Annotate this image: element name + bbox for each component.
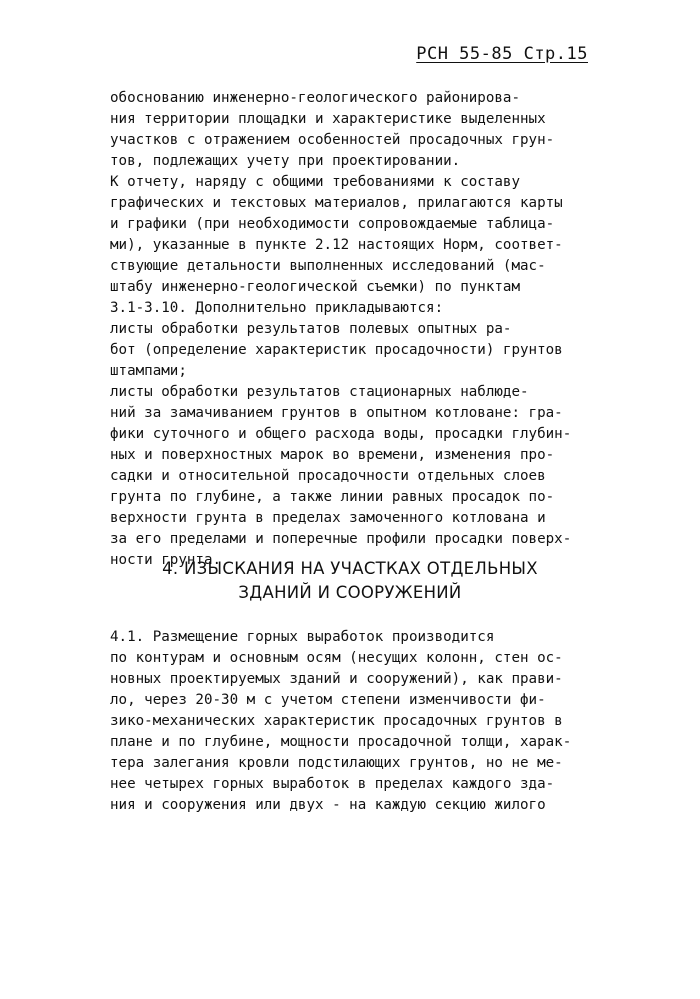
text-line: зико-механических характеристик просадочных грунтов в: [110, 713, 563, 729]
text-line: грунта по глубине, а также линии равных просадок по-: [110, 489, 555, 505]
text-line: по контурам и основным осям (несущих колонн, стен ос-: [110, 650, 563, 666]
text-line: ния территории площадки и характеристике выделенных: [110, 111, 546, 127]
text-line: нее четырех горных выработок в пределах каждого зда-: [110, 776, 555, 792]
text-line: участков с отражением особенностей просадочных грун-: [110, 132, 555, 148]
text-line: фики суточного и общего расхода воды, просадки глубин-: [110, 426, 572, 442]
text-line: ния и сооружения или двух - на каждую секцию жилого: [110, 797, 546, 813]
text-line: штампами;: [110, 363, 187, 379]
section-heading-line: ЗДАНИЙ И СООРУЖЕНИЙ: [238, 583, 462, 602]
body-text: [110, 88, 590, 571]
text-line: ми), указанные в пункте 2.12 настоящих Норм, соответ-: [110, 237, 563, 253]
text-line: плане и по глубине, мощности просадочной толщи, харак-: [110, 734, 572, 750]
text-line: бот (определение характеристик просадочности) грунтов: [110, 342, 563, 358]
text-line: 4.1. Размещение горных выработок производится: [110, 629, 495, 645]
text-line: ствующие детальности выполненных исследований (мас-: [110, 258, 546, 274]
text-line: листы обработки результатов полевых опытных ра-: [110, 321, 512, 337]
text-line: и графики (при необходимости сопровождаемые таблица-: [110, 216, 555, 232]
text-line: ных и поверхностных марок во времени, изменения про-: [110, 447, 555, 463]
text-line: за его пределами и поперечные профили просадки поверх-: [110, 531, 572, 547]
text-line: новных проектируемых зданий и сооружений), как прави-: [110, 671, 563, 687]
text-line: ло, через 20-30 м с учетом степени изменчивости фи-: [110, 692, 546, 708]
text-line: тера залегания кровли подстилающих грунтов, но не ме-: [110, 755, 563, 771]
text-line: графических и текстовых материалов, прилагаются карты: [110, 195, 563, 211]
text-line: ности грунта.: [110, 552, 222, 568]
text-line: обоснованию инженерно-геологического районирова-: [110, 90, 520, 106]
page-header-doc-ref: РСН 55-85 Стр.15: [416, 44, 588, 64]
text-line: штабу инженерно-геологической съемки) по пунктам: [110, 279, 520, 295]
text-line: садки и относительной просадочности отдельных слоев: [110, 468, 546, 484]
text-line: 3.1-3.10. Дополнительно прикладываются:: [110, 300, 444, 316]
section-heading-line: 4. ИЗЫСКАНИЯ НА УЧАСТКАХ ОТДЕЛЬНЫХ: [162, 559, 538, 578]
text-line: листы обработки результатов стационарных наблюде-: [110, 384, 529, 400]
section-heading: [110, 557, 590, 605]
text-line: тов, подлежащих учету при проектировании.: [110, 153, 461, 169]
text-line: верхности грунта в пределах замоченного котлована и: [110, 510, 546, 526]
text-line: ний за замачиванием грунтов в опытном котловане: гра-: [110, 405, 563, 421]
text-line: К отчету, наряду с общими требованиями к составу: [110, 174, 520, 190]
section-body-text: [110, 627, 590, 816]
